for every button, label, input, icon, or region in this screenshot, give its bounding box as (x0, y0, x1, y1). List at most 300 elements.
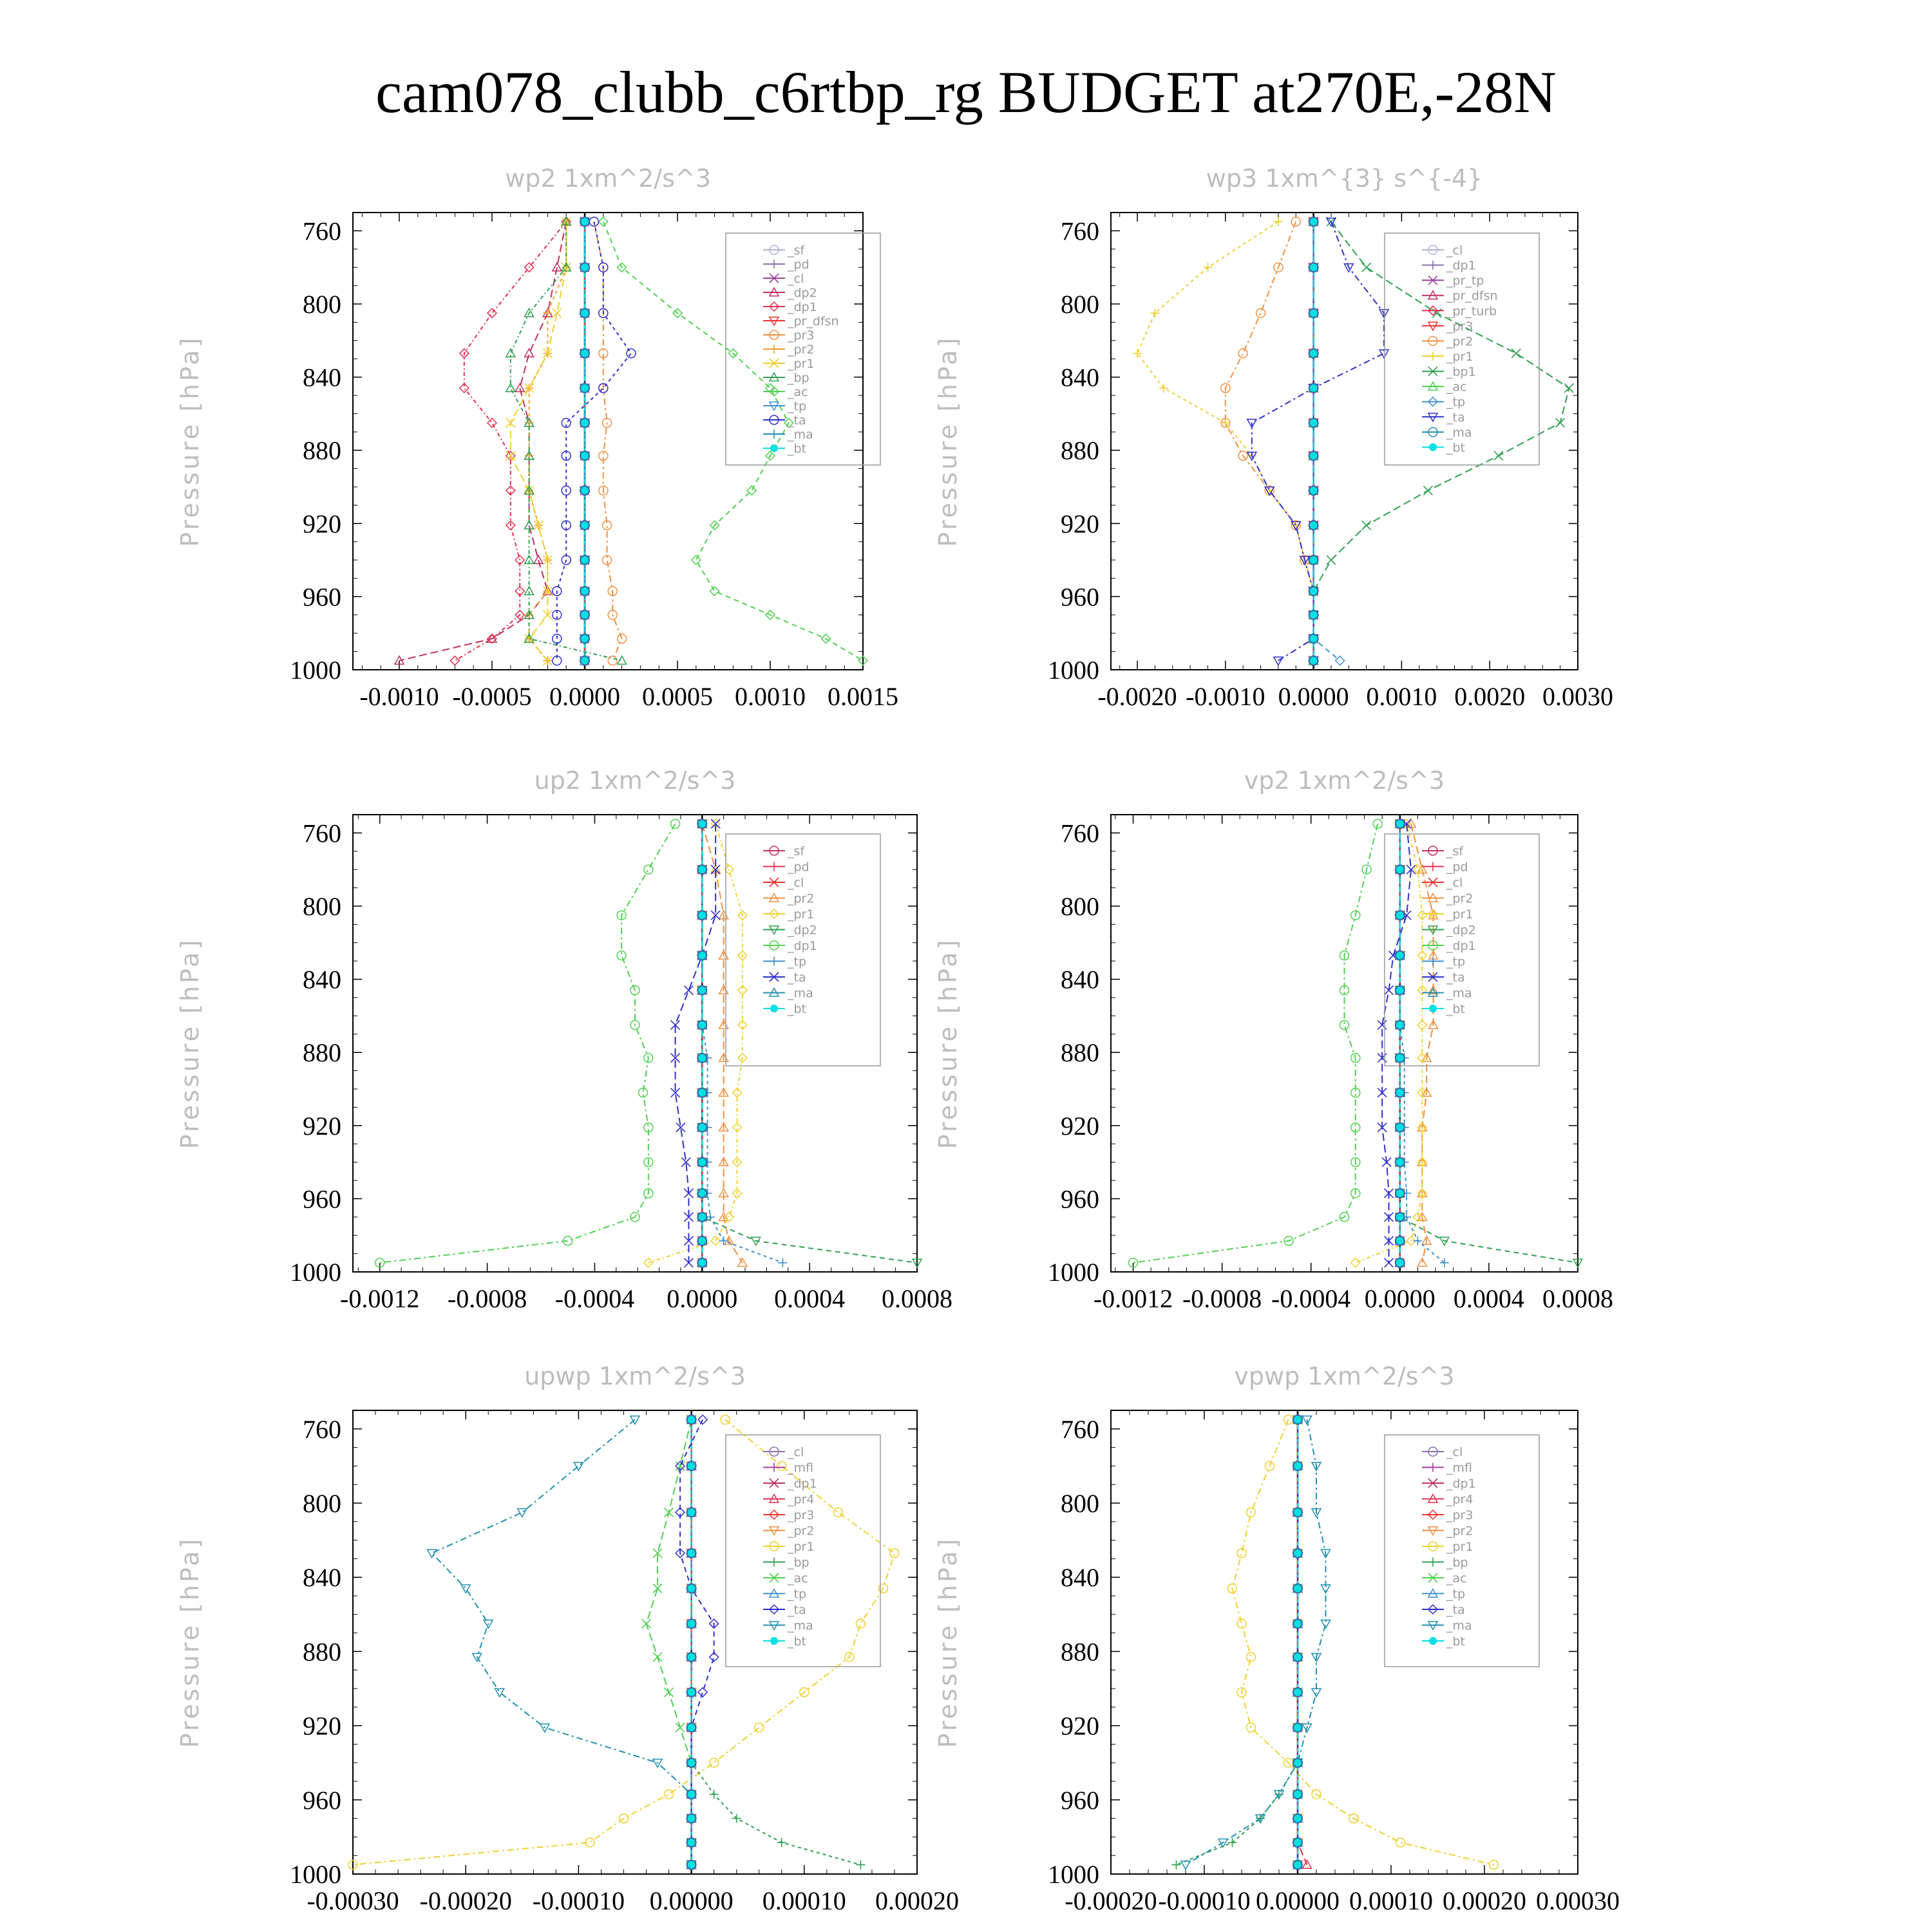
y-tick-label: 920 (303, 1711, 341, 1741)
legend-label: _ac (1446, 1571, 1467, 1586)
legend-label: _pr_turb (1446, 304, 1497, 319)
data-point (1440, 1258, 1449, 1267)
data-point (697, 1258, 706, 1267)
series-line (603, 222, 863, 661)
legend-label: _pr3 (788, 328, 815, 343)
legend-label: _ma (1446, 986, 1472, 1001)
page-title: cam078_clubb_c6rtbp_rg BUDGET at270E,-28N (375, 59, 1557, 125)
panel-vp2 (934, 766, 1613, 1313)
data-point (890, 1549, 899, 1558)
data-point (1396, 819, 1405, 828)
y-tick-label: 1000 (1048, 1860, 1099, 1889)
data-point (687, 1688, 696, 1697)
data-point (1511, 349, 1520, 358)
legend-label: _pr2 (788, 343, 815, 357)
y-tick-label: 880 (303, 436, 341, 466)
legend (1385, 834, 1539, 1066)
legend-label: _pr1 (788, 357, 815, 371)
legend-marker (1428, 261, 1437, 270)
y-tick-label: 880 (1061, 1637, 1099, 1667)
data-point (1309, 521, 1318, 530)
x-ticks (1097, 213, 1613, 711)
legend-label: _dp1 (788, 1477, 817, 1491)
series-ta (553, 217, 636, 665)
x-tick-label: 0.0010 (735, 682, 806, 711)
data-point (580, 384, 589, 393)
series-line (399, 222, 566, 661)
data-point (642, 1619, 651, 1628)
legend-label: _cl (1446, 1445, 1463, 1459)
series-group (375, 819, 922, 1267)
x-tick-label: 0.0008 (1542, 1284, 1613, 1313)
series-line (676, 824, 716, 1263)
data-point (697, 986, 706, 995)
data-point (856, 1619, 865, 1628)
data-point (833, 1508, 842, 1517)
legend-marker (770, 1005, 778, 1012)
y-axis-label: Pressure [hPa] (934, 1536, 962, 1748)
y-ticks (1048, 1410, 1578, 1889)
legend-label: _dp1 (1446, 1477, 1476, 1491)
data-point (1396, 1258, 1405, 1267)
legend-label: _ac (788, 1571, 808, 1586)
data-point (1274, 217, 1283, 226)
y-tick-label: 920 (1061, 1711, 1099, 1741)
plot-frame (353, 1410, 917, 1874)
legend-marker (1429, 1637, 1437, 1645)
data-point (1309, 451, 1318, 460)
data-point (1351, 1258, 1360, 1267)
x-tick-label: 0.0000 (1278, 682, 1349, 711)
data-point (697, 1158, 706, 1167)
plot-frame (1111, 213, 1578, 670)
data-point (1309, 587, 1318, 596)
legend-marker (1428, 1463, 1437, 1472)
y-axis-label: Pressure [hPa] (176, 1536, 204, 1748)
legend-label: _dp1 (788, 300, 817, 314)
data-point (1396, 1236, 1405, 1245)
legend-label: _ta (788, 413, 806, 428)
y-tick-label: 920 (303, 509, 341, 538)
y-axis-label: Pressure [hPa] (176, 937, 204, 1150)
series-pr1 (644, 819, 747, 1267)
panel-title: vpwp 1xm^2/s^3 (1234, 1362, 1455, 1390)
panel-title: wp2 1xm^2/s^3 (505, 164, 711, 193)
data-point (1172, 1861, 1181, 1870)
data-point (1396, 1054, 1405, 1063)
x-tick-label: -0.0004 (554, 1284, 635, 1313)
panel-up2 (176, 766, 952, 1313)
x-tick-label: 0.00020 (875, 1886, 959, 1915)
data-point (1309, 384, 1318, 393)
x-tick-label: -0.0020 (1097, 682, 1177, 711)
data-point (697, 1021, 706, 1030)
data-point (665, 1508, 674, 1517)
x-tick-label: -0.0012 (340, 1284, 420, 1313)
series-dp1 (375, 819, 680, 1267)
y-tick-label: 800 (303, 892, 341, 921)
legend-label: _tp (788, 399, 807, 413)
data-point (1293, 1861, 1302, 1870)
legend-label: _pr3 (1446, 1508, 1473, 1522)
data-point (580, 419, 589, 428)
panel-upwp (176, 1362, 959, 1915)
x-tick-label: -0.00010 (532, 1886, 625, 1915)
data-point (627, 349, 636, 358)
data-point (580, 587, 589, 596)
data-point (1564, 384, 1573, 393)
x-ticks (340, 815, 952, 1313)
legend-label: _bp1 (1446, 365, 1476, 379)
data-point (1362, 263, 1371, 272)
legend-label: _pr4 (788, 1492, 815, 1507)
data-point (687, 1861, 696, 1870)
y-ticks (290, 1410, 917, 1889)
legend-label: _pd (788, 258, 810, 272)
data-point (506, 451, 515, 460)
series-dp2 (395, 217, 571, 664)
y-tick-label: 920 (303, 1111, 341, 1141)
series-dp1 (1129, 819, 1383, 1267)
x-ticks (307, 1410, 959, 1915)
legend-label: _ma (788, 1618, 813, 1633)
y-tick-label: 1000 (290, 1258, 341, 1287)
data-point (1293, 1619, 1302, 1628)
legend-label: _bt (788, 1634, 807, 1649)
y-tick-label: 840 (1061, 363, 1099, 392)
x-ticks (1094, 815, 1613, 1313)
x-tick-label: 0.0004 (774, 1284, 846, 1313)
panel-title: wp3 1xm^{3} s^{-4} (1206, 164, 1483, 193)
legend-label: _pr3 (1446, 319, 1473, 334)
plot-frame (1111, 1410, 1578, 1874)
y-tick-label: 840 (1061, 965, 1099, 994)
data-point (1293, 1758, 1302, 1767)
data-point (1309, 349, 1318, 358)
data-point (697, 911, 706, 920)
x-tick-label: -0.00010 (1158, 1886, 1251, 1915)
data-point (687, 1619, 696, 1628)
data-point (1396, 986, 1405, 995)
data-point (580, 521, 589, 530)
series-line (380, 824, 676, 1263)
data-point (697, 1189, 706, 1198)
legend-label: _sf (788, 844, 805, 858)
legend-label: _cl (1446, 243, 1463, 258)
data-point (580, 556, 589, 565)
data-point (518, 1509, 527, 1517)
data-point (1340, 1021, 1349, 1030)
legend-label: _dp2 (788, 923, 817, 938)
series-bp (1172, 1415, 1303, 1869)
data-point (684, 986, 693, 995)
data-point (580, 656, 589, 665)
legend-label: _bp (788, 1555, 810, 1570)
y-tick-label: 960 (303, 1184, 341, 1214)
data-point (1293, 1653, 1302, 1662)
series-pr4 (1293, 1415, 1312, 1868)
data-point (1159, 384, 1168, 393)
x-tick-label: 0.0000 (667, 1284, 738, 1313)
series-dp1 (450, 217, 571, 665)
x-tick-label: 0.0004 (1453, 1284, 1524, 1313)
data-point (1237, 1549, 1246, 1558)
data-point (1396, 1123, 1405, 1132)
data-point (1327, 556, 1336, 565)
y-tick-label: 960 (1061, 1184, 1099, 1214)
series-ma (1181, 1416, 1331, 1870)
data-point (1309, 486, 1318, 495)
data-point (580, 308, 589, 317)
x-tick-label: 0.0030 (1542, 682, 1613, 711)
legend-label: _cl (788, 876, 804, 890)
data-point (687, 1584, 696, 1593)
x-tick-label: -0.00030 (307, 1886, 399, 1915)
y-axis-label: Pressure [hPa] (176, 335, 204, 547)
x-tick-label: 0.0015 (828, 682, 898, 711)
data-point (777, 1461, 786, 1470)
data-point (644, 865, 653, 874)
legend-label: _bp (788, 371, 810, 385)
data-point (653, 1653, 662, 1662)
data-point (1237, 1619, 1246, 1628)
series-pr1 (1133, 217, 1318, 665)
x-tick-label: 0.0008 (882, 1284, 952, 1313)
data-point (1396, 1189, 1405, 1198)
data-point (698, 1688, 707, 1697)
legend-label: _ta (788, 1603, 806, 1617)
series-pr2 (1406, 819, 1438, 1266)
data-point (687, 1461, 696, 1470)
x-tick-label: 0.00010 (1349, 1886, 1433, 1915)
data-point (856, 1861, 865, 1870)
x-tick-label: -0.00020 (1065, 1886, 1157, 1915)
series-ac (599, 217, 867, 665)
y-tick-label: 840 (303, 363, 341, 392)
data-point (676, 1723, 685, 1732)
data-point (1309, 308, 1318, 317)
x-tick-label: 0.0005 (642, 682, 713, 711)
data-point (506, 384, 515, 392)
data-point (778, 1258, 787, 1267)
data-point (710, 1790, 719, 1799)
series-line (557, 222, 631, 661)
legend-label: _bt (788, 1002, 807, 1016)
legend-marker (770, 1637, 778, 1645)
legend-label: _tp (1446, 395, 1466, 410)
y-tick-label: 800 (303, 290, 341, 319)
legend-label: _ac (788, 385, 808, 399)
y-ticks (1048, 815, 1578, 1287)
series-line (680, 1419, 714, 1864)
plot-frame (353, 815, 917, 1272)
x-ticks (359, 213, 898, 711)
y-tick-label: 960 (1061, 1785, 1099, 1815)
x-tick-label: -0.0010 (359, 682, 439, 711)
y-tick-label: 880 (303, 1038, 341, 1068)
y-tick-label: 1000 (1048, 1258, 1099, 1287)
legend-label: _pr1 (788, 907, 815, 922)
y-tick-label: 760 (1061, 216, 1099, 246)
series-group (1133, 217, 1573, 665)
legend-marker (770, 1558, 779, 1567)
data-point (1396, 911, 1405, 920)
legend-label: _pr_dfsn (1446, 289, 1498, 303)
legend-label: _dp1 (788, 939, 817, 953)
data-point (580, 217, 589, 226)
data-point (1293, 1461, 1302, 1470)
panel-wp2 (176, 164, 898, 711)
x-tick-label: 0.0000 (549, 682, 620, 711)
legend-label: _ma (788, 986, 813, 1001)
y-tick-label: 760 (303, 819, 341, 848)
legend (1385, 1435, 1539, 1667)
data-point (1385, 1258, 1394, 1267)
legend-label: _ma (1446, 425, 1472, 440)
data-point (488, 308, 497, 317)
legend-label: _ma (788, 428, 813, 442)
data-point (697, 865, 706, 874)
data-point (687, 1758, 696, 1767)
series-line (594, 222, 621, 661)
legend-label: _pr1 (788, 1540, 815, 1554)
legend-label: _dp1 (1446, 939, 1476, 953)
data-point (580, 451, 589, 460)
series-pr1 (506, 217, 571, 665)
data-point (1309, 556, 1318, 565)
y-tick-label: 760 (303, 216, 341, 246)
y-tick-label: 1000 (1048, 656, 1099, 685)
x-tick-label: -0.0012 (1093, 1284, 1173, 1313)
series-line (1133, 824, 1378, 1263)
y-tick-label: 880 (1061, 436, 1099, 466)
legend-label: _pr_dfsn (788, 314, 839, 328)
legend-label: _pr_tp (1446, 274, 1484, 289)
data-point (697, 1088, 706, 1097)
legend-marker (770, 430, 779, 439)
legend-marker (1429, 443, 1437, 451)
data-point (580, 634, 589, 643)
x-tick-label: -0.0008 (1182, 1284, 1262, 1313)
x-tick-label: -0.0010 (1186, 682, 1265, 711)
data-point (1309, 656, 1318, 665)
data-point (1309, 419, 1318, 428)
series-tp (1396, 819, 1449, 1267)
data-point (1396, 1838, 1405, 1847)
y-tick-label: 960 (303, 1785, 341, 1815)
data-point (618, 656, 627, 665)
data-point (1293, 1790, 1302, 1799)
plot-frame (353, 213, 863, 670)
y-tick-label: 840 (303, 965, 341, 994)
data-point (692, 556, 701, 565)
legend-label: _ta (1446, 971, 1465, 985)
legend-label: _pr2 (788, 1524, 815, 1539)
data-point (1396, 1158, 1405, 1167)
legend-label: _bt (1446, 1634, 1466, 1649)
data-point (697, 951, 706, 960)
data-point (687, 1653, 696, 1662)
legend-marker (770, 260, 779, 269)
data-point (1293, 1688, 1302, 1697)
data-point (534, 556, 543, 564)
legend-label: _ta (1446, 1603, 1465, 1617)
legend-marker (1428, 352, 1437, 361)
data-point (732, 1814, 741, 1823)
legend-label: _pr1 (1446, 1540, 1473, 1554)
data-point (755, 1723, 764, 1732)
legend-label: _dp1 (1446, 258, 1476, 273)
data-point (580, 486, 589, 495)
x-tick-label: 0.0000 (1364, 1284, 1435, 1313)
data-point (1228, 1838, 1237, 1847)
data-point (687, 1415, 696, 1424)
data-point (697, 1123, 706, 1132)
data-point (1309, 634, 1318, 643)
x-tick-label: 0.00000 (649, 1886, 734, 1915)
x-ticks (1065, 1410, 1620, 1915)
x-tick-label: 0.00030 (1536, 1886, 1620, 1915)
data-point (1413, 1236, 1422, 1245)
data-point (1396, 1213, 1405, 1222)
legend-marker (1428, 1558, 1437, 1567)
legend-marker (770, 345, 779, 354)
data-point (1293, 1838, 1302, 1847)
y-tick-label: 920 (1061, 509, 1099, 538)
data-point (687, 1508, 696, 1517)
y-tick-label: 1000 (290, 1860, 341, 1889)
legend-label: _mfl (788, 1461, 813, 1475)
y-axis-label: Pressure [hPa] (934, 335, 962, 547)
data-point (1293, 1723, 1302, 1732)
legend (726, 1435, 880, 1667)
panel-title: vp2 1xm^2/s^3 (1244, 766, 1445, 795)
legend-label: _tp (1446, 954, 1466, 969)
data-point (687, 1723, 696, 1732)
series-line (1314, 222, 1569, 661)
y-tick-label: 840 (303, 1563, 341, 1593)
legend-label: _ta (1446, 410, 1465, 425)
data-point (1309, 263, 1318, 272)
legend (726, 834, 880, 1066)
legend-label: _dp2 (1446, 923, 1476, 938)
data-point (1293, 1814, 1302, 1823)
data-point (1362, 521, 1371, 530)
legend-label: _bt (1446, 440, 1466, 455)
legend-label: _pr4 (1446, 1492, 1473, 1507)
series-line (1226, 222, 1314, 661)
data-point (428, 1549, 437, 1558)
data-point (553, 308, 562, 317)
data-point (1309, 217, 1318, 226)
panel-wp3 (934, 164, 1613, 711)
y-tick-label: 960 (1061, 582, 1099, 612)
x-tick-label: -0.00020 (419, 1886, 512, 1915)
legend-label: _tp (1446, 1587, 1466, 1602)
data-point (687, 1790, 696, 1799)
x-tick-label: 0.00000 (1256, 1886, 1340, 1915)
y-tick-label: 800 (303, 1489, 341, 1518)
y-tick-label: 1000 (290, 656, 341, 685)
y-tick-label: 800 (1061, 1489, 1099, 1518)
legend-label: _ma (1446, 1618, 1472, 1633)
legend-label: _pr2 (788, 891, 815, 906)
legend-label: _sf (788, 243, 805, 258)
data-point (1293, 1508, 1302, 1517)
x-tick-label: 0.00020 (1443, 1886, 1526, 1915)
series-ta (671, 819, 721, 1267)
legend-label: _pr1 (1446, 907, 1473, 922)
